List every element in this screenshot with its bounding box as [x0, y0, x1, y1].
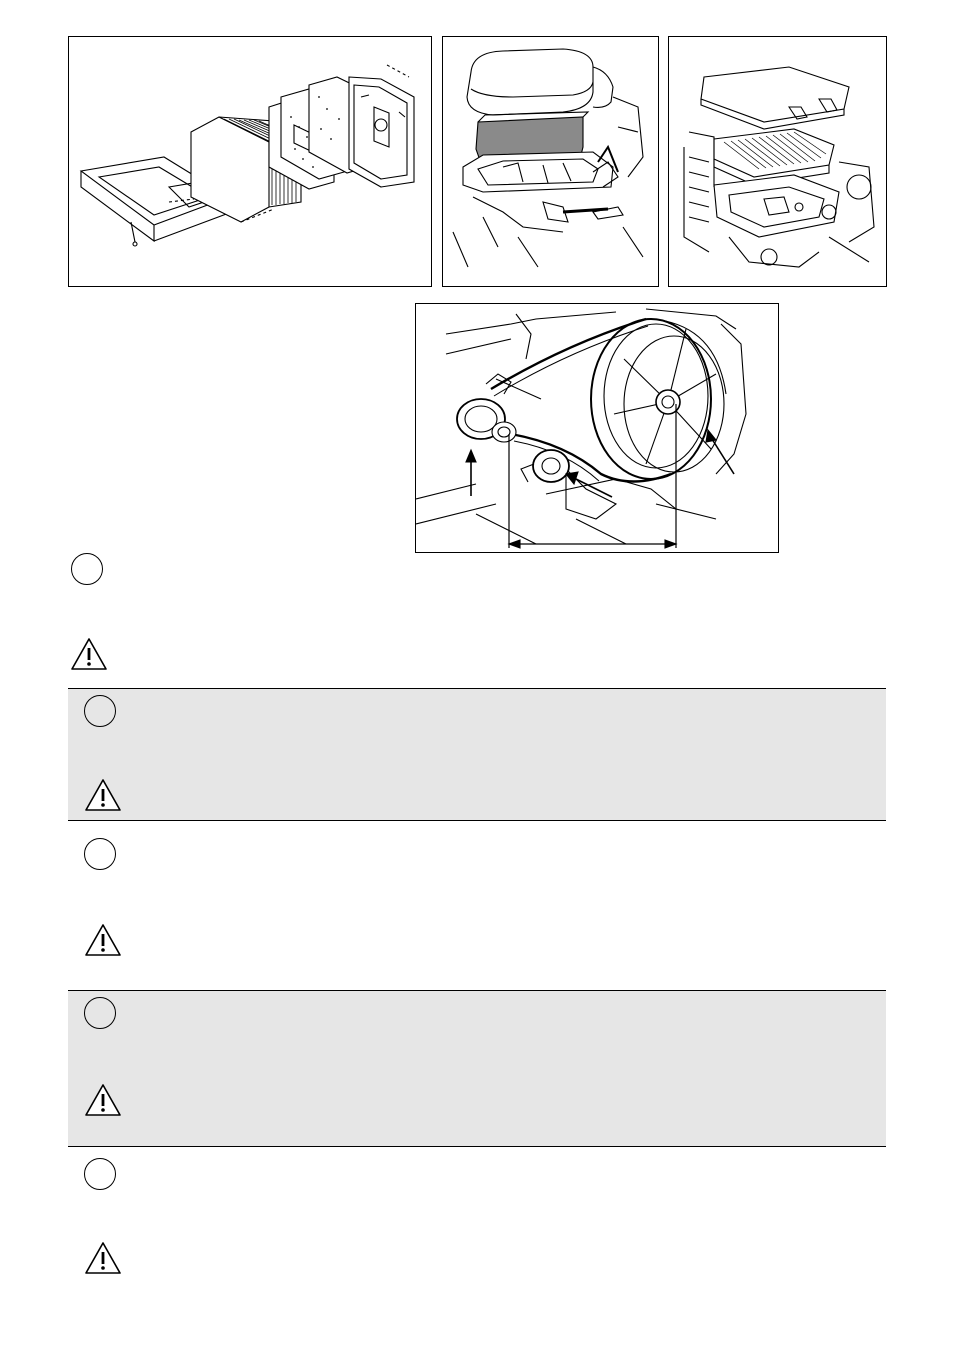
figure-air-filter-exploded	[68, 36, 432, 287]
air-filter-cover-illustration	[669, 37, 886, 286]
language-marker-circle	[84, 838, 116, 870]
figure-air-filter-housing-b	[668, 36, 887, 287]
warning-triangle-icon	[84, 923, 122, 957]
section-4	[68, 990, 886, 1147]
warning-triangle-icon	[84, 1083, 122, 1117]
air-filter-exploded-illustration	[69, 37, 431, 286]
language-marker-circle	[84, 695, 116, 727]
section-3	[68, 820, 886, 991]
belt-pulley-illustration	[416, 304, 778, 552]
language-marker-circle	[71, 553, 103, 585]
warning-triangle-icon	[70, 637, 108, 671]
air-filter-housing-illustration	[443, 37, 658, 286]
language-marker-circle	[84, 997, 116, 1029]
figure-belt-drive	[415, 303, 779, 553]
warning-triangle-icon	[84, 1241, 122, 1275]
figure-air-filter-housing-a	[442, 36, 659, 287]
section-5	[68, 1146, 886, 1307]
warning-triangle-icon	[84, 778, 122, 812]
section-2	[68, 688, 886, 821]
language-marker-circle	[84, 1158, 116, 1190]
section-1	[68, 548, 886, 688]
